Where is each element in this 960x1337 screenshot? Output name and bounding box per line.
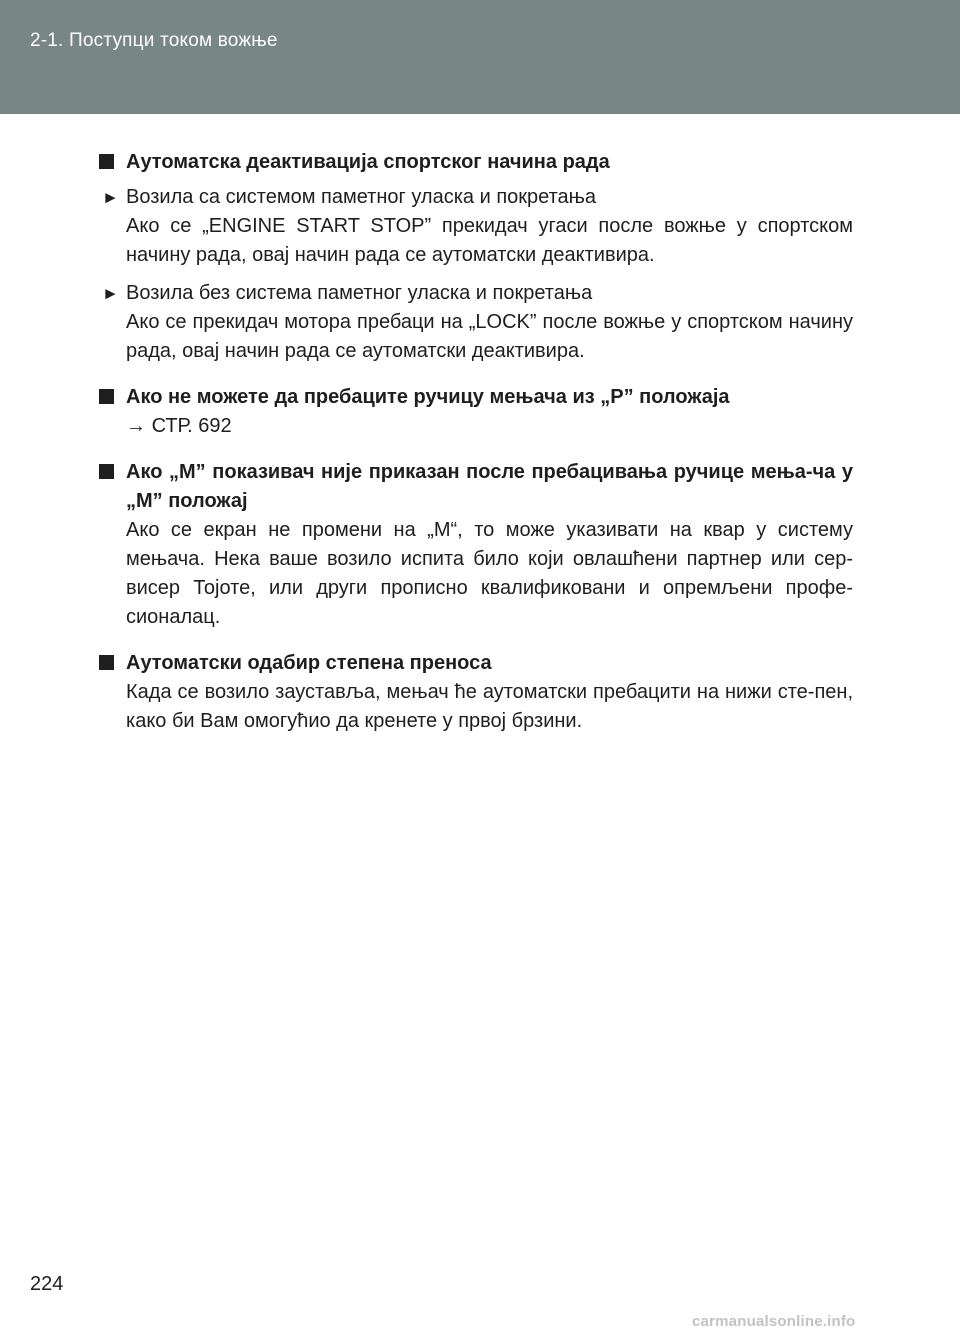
bullet-text: Ако се „ENGINE START STOP” прекидач угаси после вожње у спортском начину рада, овај начин рада се аутоматски деактивира.	[126, 215, 853, 266]
bullet-text: Ако се прекидач мотора пребаци на „LOCK” после вожње у спортском начину рада, овај начин рада се аутоматски деактивира.	[126, 311, 853, 362]
section-auto-deactivation	[99, 148, 853, 177]
square-bullet-icon	[99, 154, 114, 169]
section-auto-downshift	[99, 649, 853, 736]
square-bullet-icon	[99, 389, 114, 404]
page-number: 224	[30, 1273, 64, 1295]
arrow-right-icon: →	[126, 415, 146, 437]
section-m-indicator	[99, 458, 853, 632]
section-heading: Аутоматски одабир степена преноса	[126, 652, 492, 674]
bullet-title: Возила са системом паметног уласка и покретања	[126, 186, 597, 208]
bullet-item	[99, 279, 853, 366]
square-bullet-icon	[99, 464, 114, 479]
triangle-right-icon: ►	[102, 188, 119, 207]
triangle-right-icon: ►	[102, 284, 119, 303]
reference-text: СТР. 692	[151, 415, 232, 437]
section-heading: Аутоматска деактивација спортског начина рада	[126, 151, 610, 173]
header-bar	[0, 0, 960, 114]
section-shift-lever-p	[99, 383, 853, 441]
section-text: Када се возило зауставља, мењач ће аутоматски пребацити на нижи сте-пен, како би Вам омогућио да кренете у првој брзини.	[126, 681, 853, 732]
bullet-title: Возила без система паметног уласка и покретања	[126, 282, 593, 304]
section-text: Ако се екран не промени на „M“, то може указивати на квар у систему мењача. Нека ваше возило испита било који овлашћени партнер или сер-висер Тојоте, или други прописно квалификовани и опремљени профе-сионалац.	[126, 519, 853, 628]
square-bullet-icon	[99, 655, 114, 670]
section-heading: Ако „M” показивач није приказан после пребацивања ручице мења-ча у „M” положај	[126, 461, 853, 512]
page-content	[99, 148, 853, 736]
watermark: carmanualsonline.info	[692, 1313, 856, 1330]
page-reference	[126, 412, 853, 441]
chapter-title: 2-1. Поступци током вожње	[30, 30, 278, 51]
section-heading: Ако не можете да пребаците ручицу мењача из „P” положаја	[126, 386, 730, 408]
bullet-item	[99, 183, 853, 270]
